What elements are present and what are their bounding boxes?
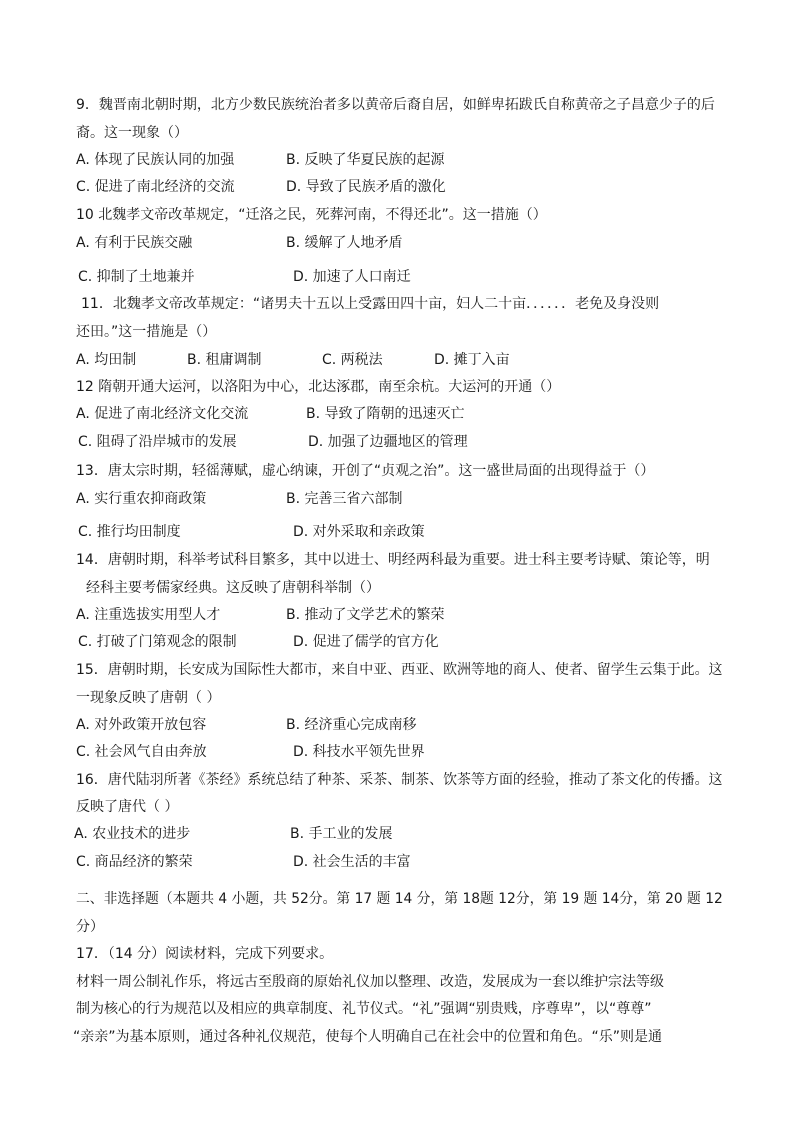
q13-stem-line1: 13．唐太宗时期，轻徭薄赋，虚心纳谏，开创了“贞观之治”。这一盛世局面的出现得益于（） — [76, 463, 655, 479]
q10-option-a: A. 有利于民族交融 — [76, 235, 193, 251]
q11-option-d: D. 摊丁入亩 — [434, 352, 510, 368]
q14-option-c: C. 打破了门第观念的限制 — [78, 634, 237, 650]
q10-option-c: C. 抑制了土地兼并 — [78, 269, 195, 285]
q11-option-a: A. 均田制 — [76, 352, 137, 368]
q14-stem-line2: 经科主要考儒家经典。这反映了唐朝科举制（） — [86, 580, 380, 596]
q10-option-b: B. 缓解了人地矛盾 — [286, 235, 403, 251]
section2-heading-line1: 二、非选择题（本题共 4 小题，共 52分。第 17 题 14 分，第 18题 12分，第 19 题 14分，第 20 题 12 — [76, 891, 723, 907]
q9-stem-line1: 9．魏晋南北朝时期，北方少数民族统治者多以黄帝后裔自居，如鲜卑拓跋氏自称黄帝之子昌意少子的后 — [76, 97, 715, 113]
q9-option-c: C. 促进了南北经济的交流 — [76, 179, 235, 195]
q17-material-line2: 制为核心的行为规范以及相应的典章制度、礼节仪式。“礼”强调“别贵贱，序尊卑”，以“尊尊” — [76, 1001, 652, 1017]
q14-option-d: D. 促进了儒学的官方化 — [293, 634, 439, 650]
q14-stem-line1: 14．唐朝时期，科举考试科目繁多，其中以进士、明经两科最为重要。进士科主要考诗赋、策论等，明 — [76, 552, 710, 568]
q11-stem-line2: 还田。”这一措施是（） — [76, 324, 217, 340]
q15-option-a: A. 对外政策开放包容 — [76, 717, 207, 733]
q10-stem-line1: 10 北魏孝文帝改革规定，“迁洛之民，死葬河南，不得还北”。这一措施（） — [76, 207, 547, 223]
q16-option-c: C. 商品经济的繁荣 — [76, 854, 193, 870]
q13-option-a: A. 实行重农抑商政策 — [76, 491, 207, 507]
q11-option-b: B. 租庸调制 — [187, 352, 262, 368]
q15-option-c: C. 社会风气自由奔放 — [76, 744, 207, 760]
q15-option-d: D. 科技水平领先世界 — [293, 744, 425, 760]
q9-option-b: B. 反映了华夏民族的起源 — [286, 152, 445, 168]
q15-stem-line1: 15．唐朝时期，长安成为国际性大都市，来自中亚、西亚、欧洲等地的商人、使者、留学生云集于此。这 — [76, 662, 723, 678]
q11-stem-line1: 11．北魏孝文帝改革规定：“诸男夫十五以上受露田四十亩，妇人二十亩．．．．．．老免及身没则 — [81, 296, 660, 312]
q12-option-d: D. 加强了边疆地区的管理 — [308, 434, 468, 450]
q11-option-c: C. 两税法 — [322, 352, 383, 368]
q16-option-b: B. 手工业的发展 — [290, 826, 393, 842]
q17-material-line3: “亲亲”为基本原则，通过各种礼仪规范，使每个人明确自己在社会中的位置和角色。“乐”则是通 — [73, 1029, 663, 1045]
q13-option-b: B. 完善三省六部制 — [286, 491, 403, 507]
q9-stem-line2: 裔。这一现象（） — [76, 125, 188, 141]
q12-option-b: B. 导致了隋朝的迅速灭亡 — [306, 406, 465, 422]
q14-option-a: A. 注重选拔实用型人才 — [76, 607, 221, 623]
q13-option-d: D. 对外采取和亲政策 — [293, 524, 425, 540]
q12-option-a: A. 促进了南北经济文化交流 — [76, 406, 249, 422]
q13-option-c: C. 推行均田制度 — [78, 524, 181, 540]
q15-option-b: B. 经济重心完成南移 — [286, 717, 417, 733]
q9-option-a: A. 体现了民族认同的加强 — [76, 152, 235, 168]
q16-stem-line1: 16．唐代陆羽所著《茶经》系统总结了种茶、采茶、制茶、饮茶等方面的经验，推动了茶文化的传播。这 — [76, 772, 723, 788]
q16-stem-line2: 反映了唐代（ ） — [76, 799, 179, 815]
q12-option-c: C. 阻碍了沿岸城市的发展 — [78, 434, 237, 450]
q9-option-d: D. 导致了民族矛盾的激化 — [286, 179, 446, 195]
q14-option-b: B. 推动了文学艺术的繁荣 — [286, 607, 445, 623]
q17-stem-line1: 17．（14 分）阅读材料，完成下列要求。 — [76, 946, 334, 962]
q17-material-line1: 材料一周公制礼作乐，将远古至殷商的原始礼仪加以整理、改造，发展成为一套以维护宗法等级 — [76, 974, 664, 990]
q12-stem-line1: 12 隋朝开通大运河，以洛阳为中心，北达涿郡，南至余杭。大运河的开通（） — [76, 379, 561, 395]
q15-stem-line2: 一现象反映了唐朝（ ） — [76, 690, 221, 706]
q16-option-a: A. 农业技术的进步 — [74, 826, 191, 842]
q10-option-d: D. 加速了人口南迁 — [293, 269, 411, 285]
section2-heading-line2: 分） — [76, 919, 104, 935]
q16-option-d: D. 社会生活的丰富 — [293, 854, 411, 870]
